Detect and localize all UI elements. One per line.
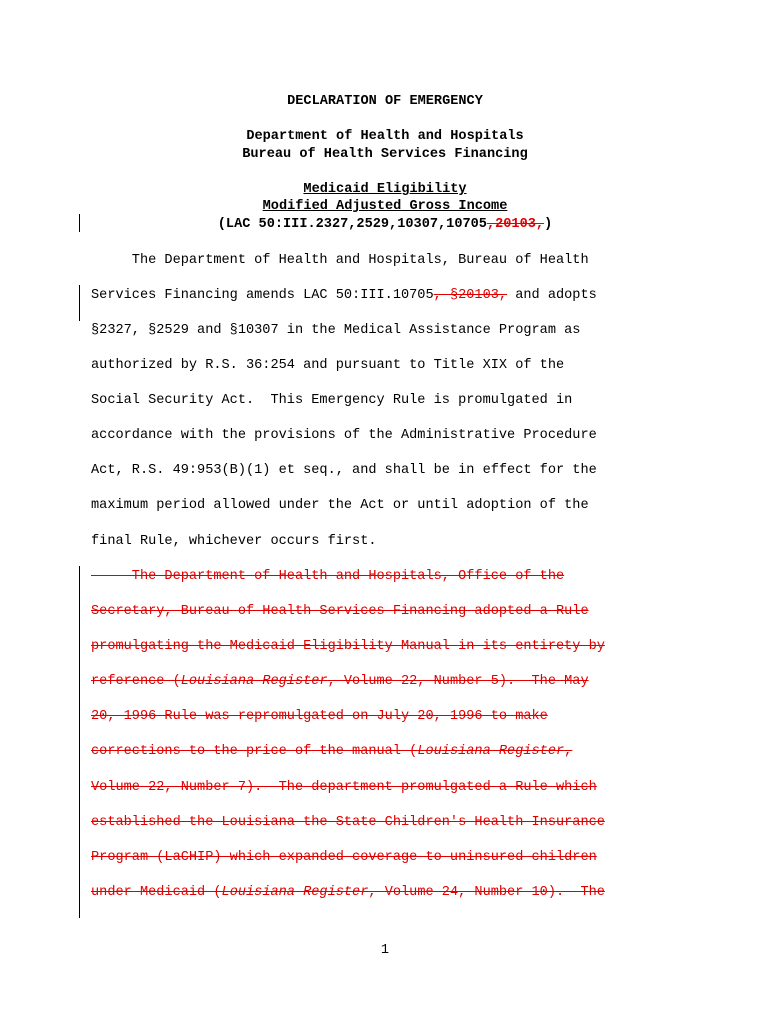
deleted-text: , Volume 22, Number 5). The May: [327, 674, 589, 689]
deleted-text: corrections to the price of the manual (: [91, 744, 418, 759]
bureau-name: Bureau of Health Services Financing: [242, 147, 528, 162]
deleted-line: Volume 22, Number 7). The department promulgated a Rule which: [91, 780, 597, 795]
change-bar: [79, 285, 80, 321]
deleted-text: reference (: [91, 674, 181, 689]
lac-citation-text: (LAC 50:III.2327,2529,10307,10705: [217, 217, 487, 232]
body-line: Social Security Act. This Emergency Rule is promulgated in: [91, 393, 573, 408]
deleted-line: [91, 743, 572, 761]
department-name: Department of Health and Hospitals: [246, 129, 524, 144]
body-line: final Rule, whichever occurs first.: [91, 534, 377, 549]
body-line: §2327, §2529 and §10307 in the Medical Assistance Program as: [91, 323, 581, 338]
change-bar: [79, 214, 80, 232]
document-title: DECLARATION OF EMERGENCY: [287, 94, 483, 109]
subject-line-2: Modified Adjusted Gross Income: [262, 199, 508, 214]
lac-citation-close: ): [544, 217, 553, 232]
deleted-line: Program (LaCHIP) which expanded coverage to uninsured children: [91, 850, 597, 865]
deleted-line: [91, 884, 605, 902]
body-line: The Department of Health and Hospitals, Bureau of Health: [91, 253, 589, 268]
deleted-italic-text: Louisiana Register: [180, 674, 328, 689]
deleted-line: [91, 673, 589, 691]
body-line: accordance with the provisions of the Administrative Procedure: [91, 428, 597, 443]
body-text: Services Financing amends LAC 50:III.10705: [91, 288, 434, 303]
deleted-text: ,: [564, 744, 573, 759]
deleted-text: , §20103,: [433, 288, 508, 303]
body-line: [91, 287, 597, 305]
deleted-text: under Medicaid (: [91, 885, 222, 900]
deleted-line: Secretary, Bureau of Health Services Financing adopted a Rule: [91, 604, 589, 619]
deleted-line: The Department of Health and Hospitals, Office of the: [91, 569, 565, 584]
deleted-text: , Volume 24, Number 10). The: [368, 885, 605, 900]
body-line: maximum period allowed under the Act or until adoption of the: [91, 498, 589, 513]
deleted-italic-text: Louisiana Register: [417, 744, 565, 759]
body-line: authorized by R.S. 36:254 and pursuant to Title XIX of the: [91, 358, 565, 373]
deleted-italic-text: Louisiana Register: [221, 885, 369, 900]
deleted-line: 20, 1996 Rule was repromulgated on July 20, 1996 to make: [91, 709, 548, 724]
body-text: and adopts: [507, 288, 597, 303]
change-bar: [79, 566, 80, 918]
subject-line-1: Medicaid Eligibility: [303, 182, 467, 197]
lac-citation-deleted: ,20103,: [486, 217, 545, 232]
lac-citation: [0, 216, 770, 234]
deleted-line: promulgating the Medicaid Eligibility Manual in its entirety by: [91, 639, 605, 654]
body-line: Act, R.S. 49:953(B)(1) et seq., and shall be in effect for the: [91, 463, 597, 478]
page-number: 1: [380, 943, 390, 958]
deleted-line: established the Louisiana the State Children's Health Insurance: [91, 815, 605, 830]
